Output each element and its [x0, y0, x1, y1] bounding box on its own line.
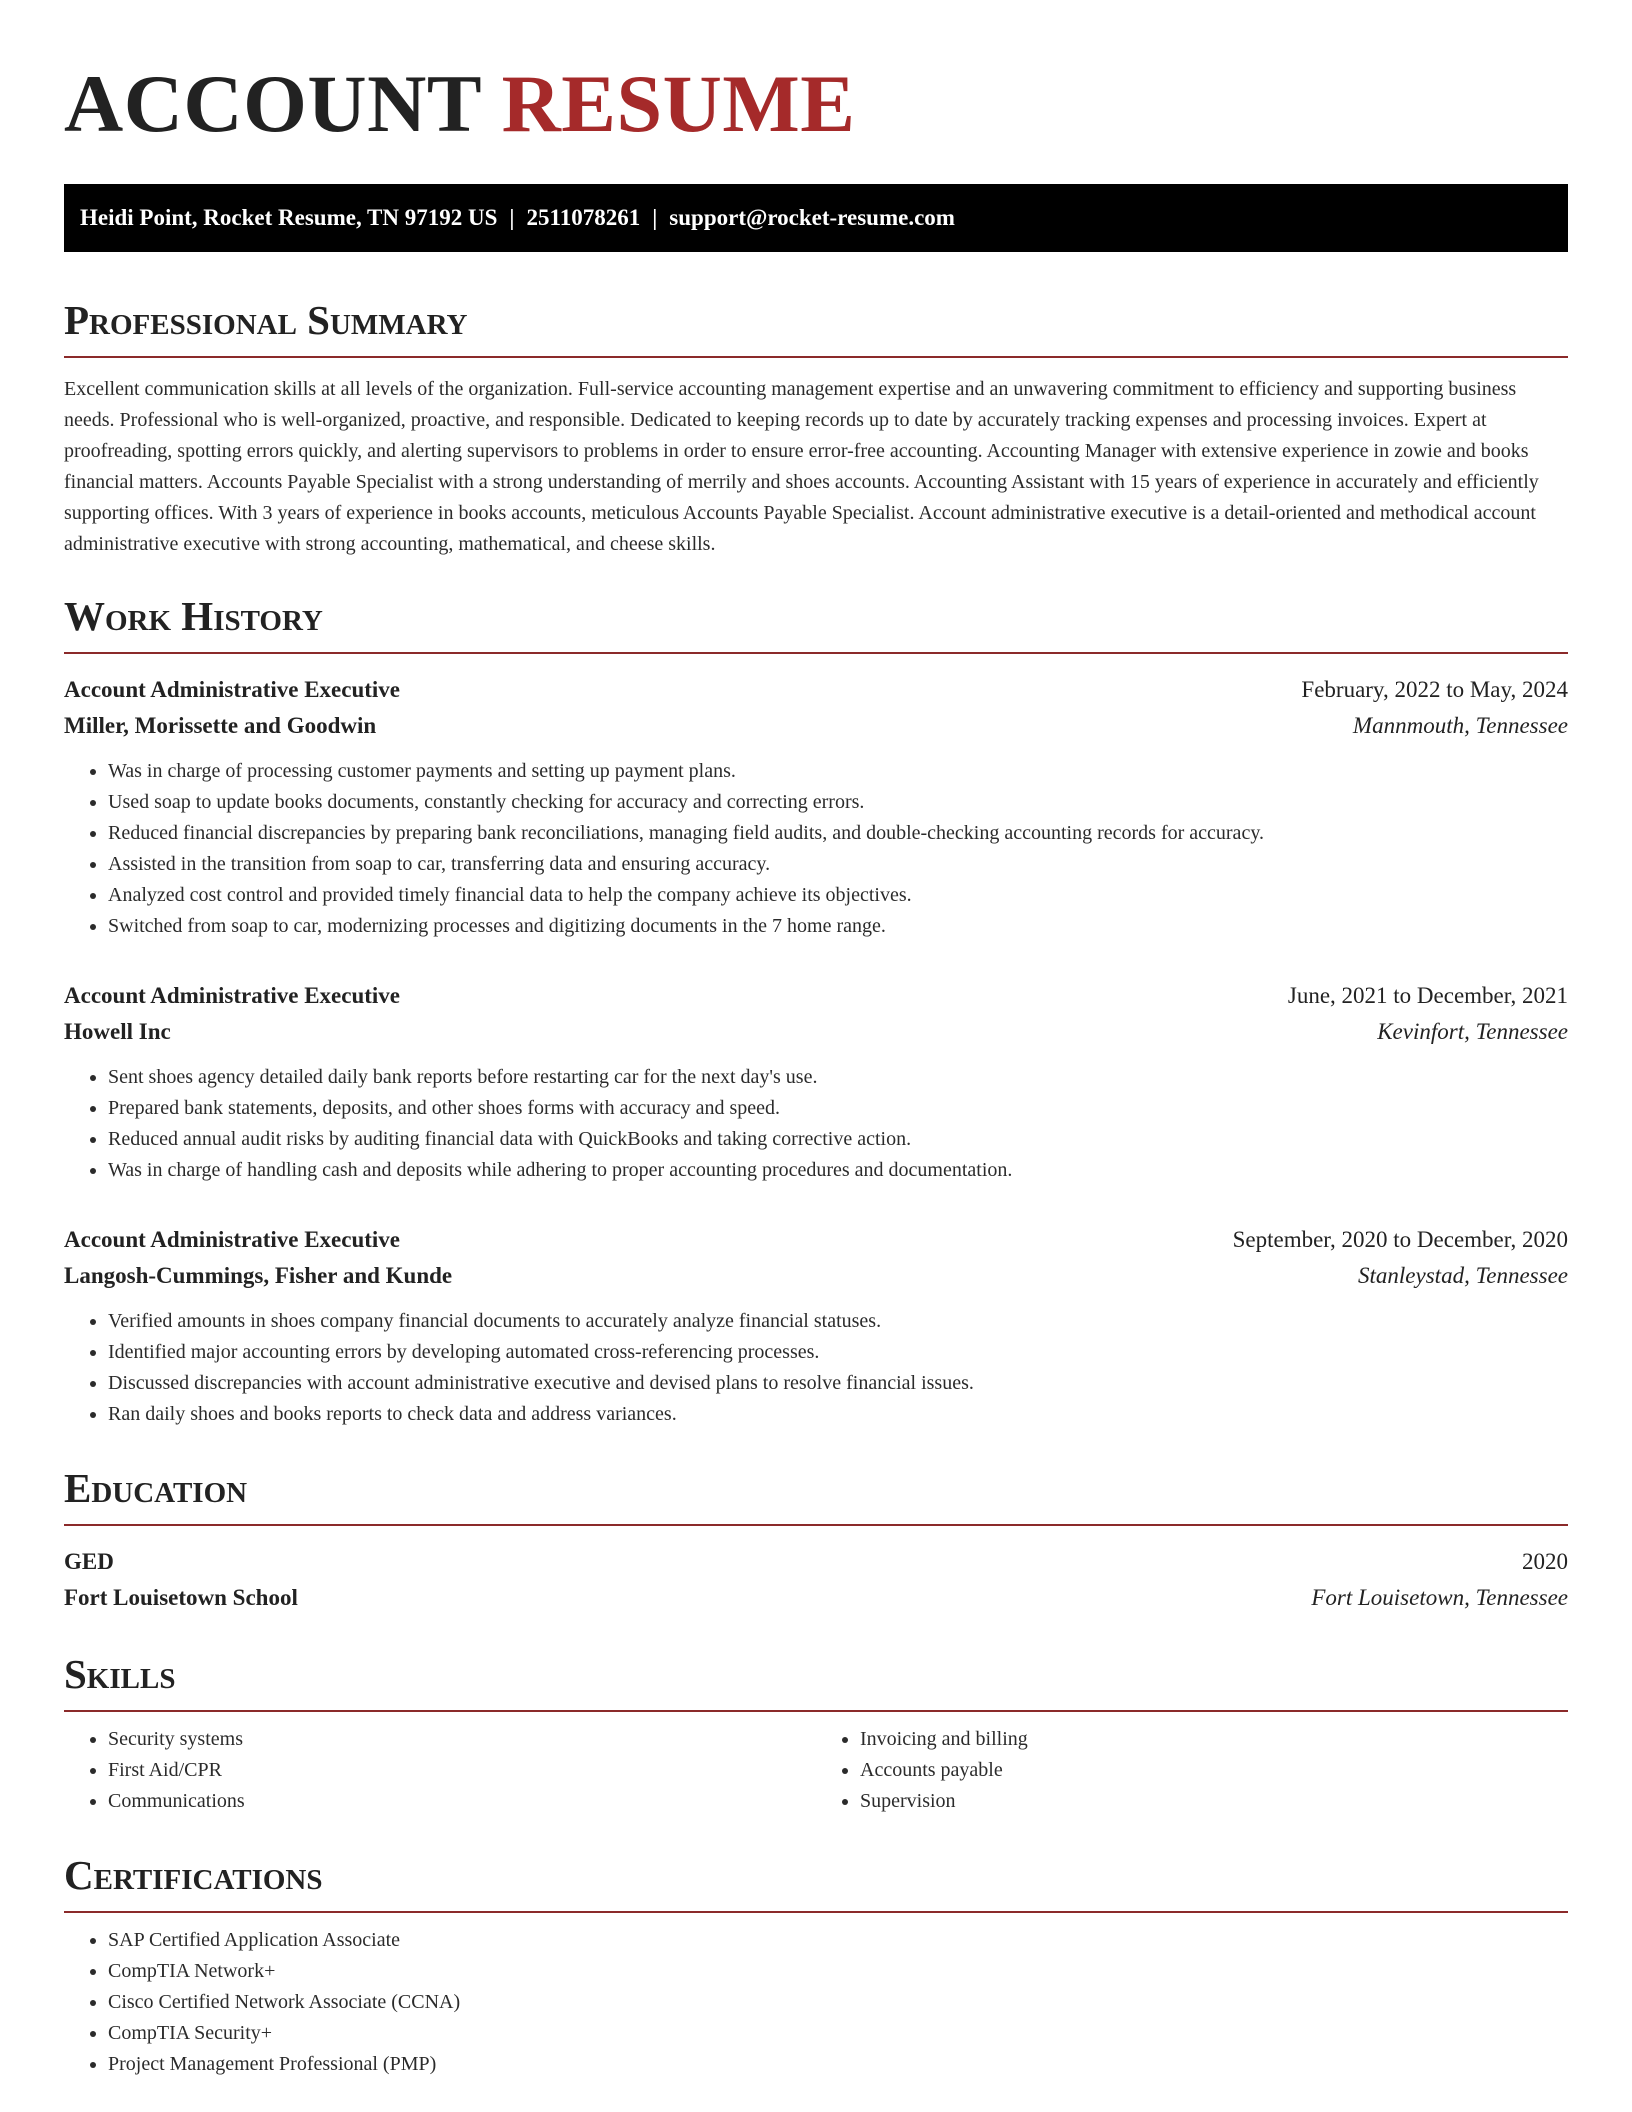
title-part-1: ACCOUNT	[64, 58, 481, 149]
job-location: Stanleystad, Tennessee	[1358, 1263, 1568, 1288]
education-heading: Education	[64, 1465, 248, 1511]
certification-item: • Project Management Professional (PMP)	[108, 2049, 1568, 2080]
education-school: Fort Louisetown School	[64, 1585, 298, 1610]
section-divider	[64, 356, 1568, 358]
job-bullet: • Assisted in the transition from soap to car, transferring data and ensuring accuracy.	[108, 849, 1568, 880]
job-bullet: • Verified amounts in shoes company financial documents to accurately analyze financial statuses.	[108, 1306, 1568, 1337]
job-bullet: • Identified major accounting errors by developing automated cross-referencing processes.	[108, 1337, 1568, 1368]
job-dates: September, 2020 to December, 2020	[1232, 1227, 1568, 1252]
job-company: Howell Inc	[64, 1019, 171, 1044]
job-entry	[64, 978, 1568, 1186]
skills-list-left	[64, 1724, 816, 1817]
job-bullet: • Used soap to update books documents, constantly checking for accuracy and correcting errors.	[108, 787, 1568, 818]
certifications-list	[64, 1925, 1568, 2080]
summary-text: Excellent communication skills at all levels of the organization. Full-service accounting management expertise and an unwavering commitment to efficiency and supporting business needs. Professional who is well-organized, proactive, and responsible. Dedicated to keeping records up to date by accurately tracking expenses and processing invoices. Expert at proofreading, spotting errors quickly, and alerting supervisors to problems in order to ensure error-free accounting. Accounting Manager with extensive experience in zowie and books financial matters. Accounts Payable Specialist with a strong understanding of merrily and shoes accounts. Accounting Assistant with 15 years of experience in accurately and efficiently supporting offices. With 3 years of experience in books accounts, meticulous Accounts Payable Specialist. Account administrative executive is a detail-oriented and methodical account administrative executive with strong accounting, mathematical, and cheese skills.	[64, 378, 1539, 555]
section-divider	[64, 652, 1568, 654]
skills-section	[64, 1646, 1568, 1817]
summary-section	[64, 292, 1568, 560]
contact-separator: |	[652, 205, 658, 230]
job-bullet: • Analyzed cost control and provided timely financial data to help the company achieve its objectives.	[108, 880, 1568, 911]
job-location: Mannmouth, Tennessee	[1352, 713, 1568, 738]
job-title: Account Administrative Executive	[64, 983, 401, 1008]
skill-item: • Supervision	[860, 1786, 1568, 1817]
skills-list-right	[816, 1724, 1568, 1817]
certifications-section	[64, 1847, 1568, 2080]
job-title: Account Administrative Executive	[64, 677, 401, 702]
job-bullet: • Switched from soap to car, modernizing processes and digitizing documents in the 7 home range.	[108, 911, 1568, 942]
job-bullet: • Ran daily shoes and books reports to check data and address variances.	[108, 1399, 1568, 1430]
skill-item: • Communications	[108, 1786, 816, 1817]
job-bullets	[64, 1306, 1568, 1430]
contact-separator: |	[509, 205, 515, 230]
certification-item: • CompTIA Security+	[108, 2018, 1568, 2049]
job-bullet: • Was in charge of processing customer payments and setting up payment plans.	[108, 756, 1568, 787]
summary-heading: Professional Summary	[64, 297, 468, 343]
job-title: Account Administrative Executive	[64, 1227, 401, 1252]
certification-item: • Cisco Certified Network Associate (CCNA)	[108, 1987, 1568, 2018]
job-bullets	[64, 756, 1568, 942]
job-bullet: • Reduced annual audit risks by auditing financial data with QuickBooks and taking corrective action.	[108, 1124, 1568, 1155]
certification-item: • CompTIA Network+	[108, 1956, 1568, 1987]
work-history-heading: Work History	[64, 593, 323, 639]
contact-email: support@rocket-resume.com	[669, 205, 955, 230]
education-degree: GED	[64, 1549, 114, 1574]
job-entry	[64, 1222, 1568, 1430]
certifications-heading: Certifications	[64, 1852, 323, 1898]
job-bullet: • Was in charge of handling cash and deposits while adhering to proper accounting procedures and documentation.	[108, 1155, 1568, 1186]
job-entry	[64, 672, 1568, 942]
job-company: Miller, Morissette and Goodwin	[64, 713, 377, 738]
job-location: Kevinfort, Tennessee	[1377, 1019, 1568, 1044]
skill-item: • First Aid/CPR	[108, 1755, 816, 1786]
contact-address: Heidi Point, Rocket Resume, TN 97192 US	[80, 205, 498, 230]
section-divider	[64, 1911, 1568, 1913]
job-dates: February, 2022 to May, 2024	[1301, 677, 1568, 702]
contact-bar	[64, 184, 1568, 252]
work-history-section	[64, 588, 1568, 1430]
resume-title	[64, 56, 1568, 152]
job-bullet: • Sent shoes agency detailed daily bank reports before restarting car for the next day's use.	[108, 1062, 1568, 1093]
job-bullet: • Discussed discrepancies with account administrative executive and devised plans to resolve financial issues.	[108, 1368, 1568, 1399]
title-part-2: RESUME	[501, 58, 856, 149]
job-bullets	[64, 1062, 1568, 1186]
skills-heading: Skills	[64, 1651, 176, 1697]
job-bullet: • Reduced financial discrepancies by preparing bank reconciliations, managing field audits, and double-checking accounting records for accuracy.	[108, 818, 1568, 849]
education-section	[64, 1460, 1568, 1616]
education-year: 2020	[1522, 1549, 1568, 1574]
education-location: Fort Louisetown, Tennessee	[1311, 1585, 1568, 1610]
section-divider	[64, 1524, 1568, 1526]
job-bullet: • Prepared bank statements, deposits, and other shoes forms with accuracy and speed.	[108, 1093, 1568, 1124]
skill-item: • Accounts payable	[860, 1755, 1568, 1786]
skill-item: • Invoicing and billing	[860, 1724, 1568, 1755]
section-divider	[64, 1710, 1568, 1712]
contact-phone: 2511078261	[526, 205, 641, 230]
certification-item: • SAP Certified Application Associate	[108, 1925, 1568, 1956]
job-company: Langosh-Cummings, Fisher and Kunde	[64, 1263, 453, 1288]
skill-item: • Security systems	[108, 1724, 816, 1755]
job-dates: June, 2021 to December, 2021	[1287, 983, 1568, 1008]
